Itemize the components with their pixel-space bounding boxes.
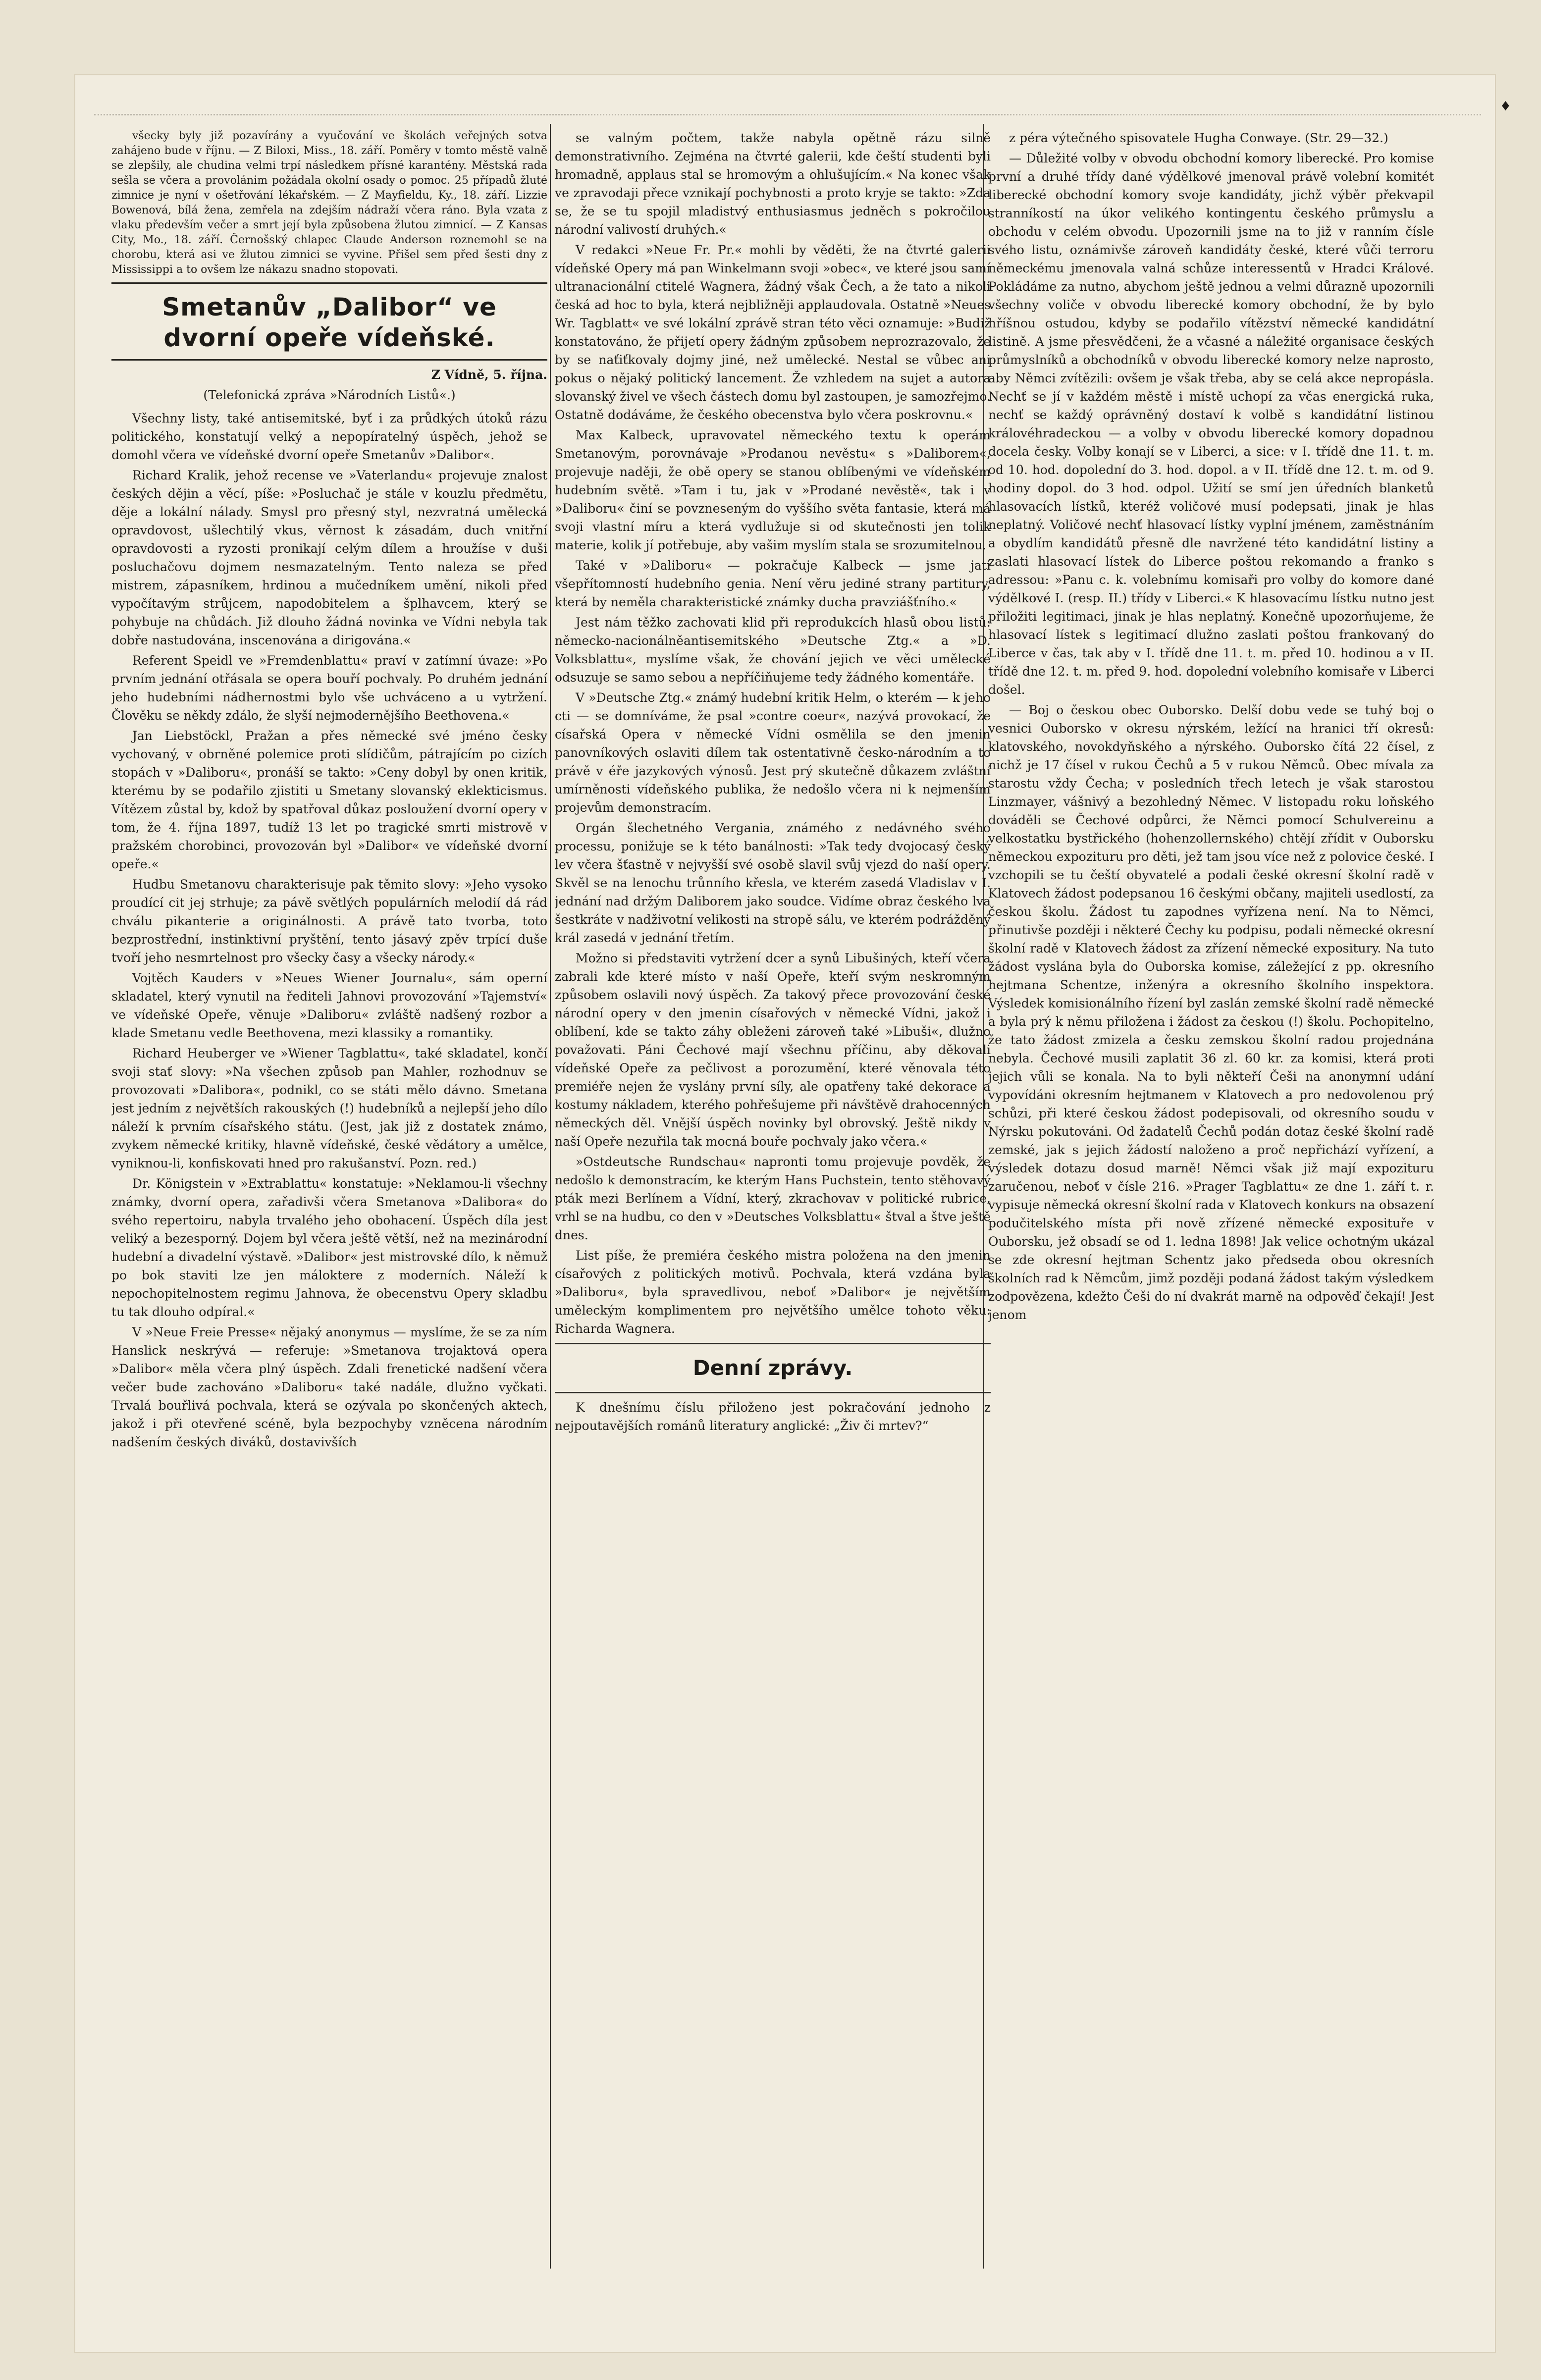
article-paragraph: Richard Kralik, jehož recense ve »Vaterlandu« projevuje znalost českých dějin a věcí, píše: »Posluchač je stále v kouzlu předmětu, děje a lokální nálady. Smysl pro přesný styl, nezvratná umělecká opravdovost, ušlechtilý vkus, věrnost k zásadám, duch vnitřní opravdovosti a ryzosti pronikají celým dílem a hroužíse v duši posluchačovu dojmem nesmazatelným. Tento naleza se před mistrem, zápasníkem, hrdinou a mučedníkem umění, nikoli před vypočítavým strůjcem, napodobitelem a šplhavcem, který se pohybuje na chůdách. Již dlouho žádná novinka ve Vídni nebyla tak dobře nastudována, inscenována a dirigována.« <box>111 468 547 647</box>
article-paragraph: — Důležité volby v obvodu obchodní komory liberecké. Pro komise první a druhé třídy dané výdělkové jmenoval právě volební komitét liberecké obchodní komory svoje kandidáty, jichž výběr překvapil stranníkostí na úkor velikého kontingentu českého průmyslu a obchodu v celém obvodu. Upozornili jsme na to již v ranním čísle svého listu, oznámivše zároveň kandidáty české, které vůči terroru německému jmenovala valná schůze interessentů v Hradci Králové. Pokládáme za nutno, abychom ještě jednou a velmi důrazně upozornili všechny voliče v obvodu liberecké komory obchodní, že by bylo hříšnou ostudou, kdyby se podařilo vítězství německé kandidátní listině. A jsme přesvědčeni, že a včasné a náležité organisace českých průmyslníků a obchodníků v obvodu liberecké komory nelze naprosto, aby Němci zvítězili: ovšem je však třeba, aby se celá akce nepropásla. Nechť se jí v každém městě i místě uchopí za včas energická ruka, nechť se každý oprávněný dostaví k volbě s kandidátní listinou královéhradeckou — a volby v obvodu liberecké komory dopadnou docela česky. Volby konají se v Liberci, a sice: v I. třídě dne 11. t. m. od 10. hod. dopolední do 3. hod. dopol. a v II. třídě dne 12. t. m. od 9. hodiny dopol. do 3 hod. odpol. Užití se smí jen úředních blanketů hlasovacích lístků, kteréž voličové musí podepsati, jinak je hlas neplatný. Voličové nechť hlasovací lístky vyplní jménem, zaměstnáním a obydlím kandidátů přesně dle navržené této kandidátní listiny a zaslati hlasovací lístek do Liberce poštou rekomando a franko s adressou: »Panu c. k. volebnímu komisaři pro volby do komore dané výdělkové I. (resp. II.) třídy v Liberci.« K hlasovacímu lístku nutno jest přiložiti legitimaci, jinak je hlas neplatný. Konečně upozorňujeme, že hlasovací lístek s legitimací dlužno zaslati poštou frankovaný do Liberce v čas, tak aby v I. třídě dne 11. t. m. před 10. hodinou a v II. třídě dne 12. t. m. před 9. hod. dopolední volebního komisaře v Liberci došel. <box>988 151 1434 697</box>
page-header-strip <box>94 94 1481 115</box>
news-fragment: všecky byly již pozavírány a vyučování ve školách veřejných sotva zahájeno bude v říjnu. — Z Biloxi, Miss., 18. září. Poměry v tomto městě valně se zlepšily, ale chudina velmi trpí následkem přísné karantény. Městská rada sešla se včera a provolánim požádala okolní osady o pomoc. 25 případů žluté zimnice je nyní v ošetřování lékařském. — Z Mayfieldu, Ky., 18. září. Lizzie Bowenová, bílá žena, zemřela na zdejším nádraží včera ráno. Byla vzata z vlaku především večer a smrt její byla způsobena žlutou zimnicí. — Z Kansas City, Mo., 18. září. Černošský chlapec Claude Anderson roznemohl se na chorobu, která asi ve žlutou zimnici se vyvine. Přišel sem před šesti dny z Mississippi a to ovšem lze nákazu snadno stopovati. <box>111 130 547 276</box>
article-paragraph: se valným počtem, takže nabyla opětně rázu silně demonstrativního. Zejména na čtvrté galerii, kde čeští studenti byli hromadně, applaus stal se hromovým a ohlušujícím.« Na konec však ve zpravodaji přece vznikají pochybnosti a proto kryje se takto: »Zda se, že se tu spojil mladistvý enthusiasmus jedněch s pokročilou národní valivostí druhých.« <box>555 131 991 237</box>
section-rule <box>555 1392 991 1393</box>
section-rule <box>111 359 547 361</box>
section-rule <box>111 282 547 284</box>
article-paragraph: — Boj o českou obec Ouborsko. Delší dobu vede se tuhý boj o vesnici Ouborsko v okresu nýrském, ležící na hranici tří okresů: klatovského, novokdyňského a nýrského. Ouborsko čítá 22 čísel, z nichž je 17 čísel v rukou Čechů a 5 v rukou Němců. Obec mívala za starostu vždy Čecha; v posledních třech letech je však starostou Linzmayer, vášnivý a bezohledný Němec. V listopadu roku loňského dováděli se Čechové odpůrci, že Němci pomocí Schulvereinu a velkostatku bystřického (hohenzollernského) chtějí zřídit v Ouborsku německou expozituru pro děti, jež tam jsou více než z polovice české. I vzchopili se tu čeští obyvatelé a podali české okresní školní radě v Klatovech žádost podepsanou 16 českými občany, majiteli usedlostí, za českou školu. Žádost tu zapodnes vyřízena není. Na to Němci, přinutivše později i některé Čechy ku podpisu, podali německé okresní školní radě v Klatovech žádost za zřízení německé expositury. Na tuto žádost vyslána byla do Ouborska komise, záležející z pp. okresního hejtmana Schentze, inženýra a okresního školního inspektora. Výsledek komisionálního řízení byl zaslán zemské školní radě německé a byla prý k němu přiložena i žádost za českou (!) školu. Pochopitelno, že tato žádost zmizela a česku zemskou školní radou projednána nebyla. Čechové musili zaplatit 36 zl. 60 kr. za komisi, která proti jejich vůli se konala. Na to byli někteří Češi na anonymní udání vypovídáni okresním hejtmanem v Klatovech a pro nedovolenou prý schůzi, při které českou žádost podepisovali, od okresního soudu v Nýrsku pokutováni. Od žadatelů Čechů podán dotaz české školní radě zemské, jak s jejich žádostí naloženo a proč nepřichází vyřízení, a výsledek dotazu dosud marně! Němci však již mají expozituru zaručenou, neboť v čísle 216. »Prager Tagblattu« ze dne 1. září t. r. vypisuje německá okresní školní rada v Klatovech konkurs na obsazení podučitelského místa při nově zřízené německé exposituře v Ouborsku, jež obsadí se od 1. ledna 1898! Jak velice ochotným ukázal se zde okresní hejtman Schentz jako předseda obou okresních školních rad k Němcům, jimž později podaná žádost takým výsledkem zodpovězena, kdežto Češi do ní dvakrát marně na odpověď čekají! Jest jenom <box>988 703 1434 1322</box>
article-source: (Telefonická zpráva »Národních Listů«.) <box>203 388 456 402</box>
article-paragraph: Hudbu Smetanovu charakterisuje pak těmito slovy: »Jeho vysoko proudící cit jej strhuje; za pávě světlých populárních melodií dá ráď chválu pikanterie a originálnosti. A právě tato tvorba, toto bezprostřední, instinktivní pryštění, tento jásavý zpěv trpící duše tvoří jeho nesmrtelnost pro všecky časy a všecky národy.« <box>111 877 547 965</box>
article-paragraph: Jest nám těžko zachovati klid při reprodukcích hlasů obou listů: německo-nacionálněantisemitského »Deutsche Ztg.« a »D. Volksblattu«, myslíme však, že chování jejich ve věci umělecké odsuzuje se samo sebou a nepříčiňujeme tedy žádného komentáře. <box>555 615 991 685</box>
article-paragraph: Také v »Daliboru« — pokračuje Kalbeck — jsme jati všepřítomností hudebního genia. Není věru jediné strany partitury, která by neměla charakteristické známky ducha pravziášťního.« <box>555 558 991 609</box>
article-paragraph: List píše, že premiéra českého mistra položena na den jmenin císařových z politických motivů. Pochvala, která vzdána byla »Daliboru«, byla spravedlivou, neboť »Dalibor« je největším uměleckým komplimentem pro největšího umělce tohoto věku: Richarda Wagnera. <box>555 1248 991 1336</box>
column-1 <box>111 129 547 2259</box>
article-headline: Smetanův „Dalibor“ ve dvorní opeře vídeňské. <box>162 293 497 352</box>
article-paragraph: Vojtěch Kauders v »Neues Wiener Journalu«, sám operní skladatel, který vynutil na řediteli Jahnovi provozování »Tajemství« ve vídeňské Opeře, věnuje »Daliboru« zvláště nadšený rozbor a klade Smetanu vedle Beethovena, mezi klassiky a romantiky. <box>111 971 547 1040</box>
article-paragraph: Jan Liebstöckl, Pražan a přes německé své jméno česky vychovaný, v obrněné polemice proti slídičům, pátrajícím po cizích stopách v »Daliboru«, pronáší se takto: »Ceny dobyl by onen kritik, kterému by se podařilo zjistiti u Smetany slovanský eklekticismus. Vítězem zůstal by, kdož by spatřoval důkaz posloužení dvorní opery v tom, že 4. října 1897, tudíž 13 let po tragické smrti mistrově v pražském chorobinci, provozován byl »Dalibor« ve vídeňské dvorní opeře.« <box>111 729 547 871</box>
article-paragraph: K dnešnímu číslu přiloženo jest pokračování jednoho z nejpoutavějších románů literatury anglické: „Živ či mrtev?“ <box>555 1400 991 1433</box>
article-paragraph: V »Neue Freie Presse« nějaký anonymus — myslíme, že se za ním Hanslick neskrývá — referuje: »Smetanova trojaktová opera »Dalibor« měla včera plný úspěch. Zdali frenetické nadšení včera večer bude zachováno »Daliboru« také nadále, dlužno vyčkati. Trvalá bouřlivá pochvala, která se ozývala po skončených aktech, jakož i při otevřené scéně, byla bezpochyby vzněcena národním nadšením českých diváků, dostavivších <box>111 1325 547 1449</box>
article-paragraph: Možno si představiti vytržení dcer a synů Libušiných, kteří včera zabrali kde které místo v naší Opeře, kteří svým neskromným způsobem oslavili nový úspěch. Za takový přece provozování české národní opery v den jmenin císařových v německé Vídni, jakož i oblíbení, kde se takto záhy obleženi zároveň také »Libuši«, dlužno považovati. Páni Čechové mají všechnu příčinu, aby děkovali vídeňské Opeře za pečlivost a porozumění, které věnovala této premiéře nejen že vyslány první síly, ale opatřeny také dekorace a kostumy nákladem, kterého pohřešujeme při návštěvě drahocenných německých děl. Vnější úspěch novinky byl obrovský. Ještě nikdy v naší Opeře nezuřila tak mocná bouře pochvaly jako včera.« <box>555 951 991 1149</box>
article-paragraph: V redakci »Neue Fr. Pr.« mohli by věděti, že na čtvrté galerii vídeňské Opery má pan Winkelmann svoji »obec«, ve které jsou samí ultranacionální ctitelé Wagnera, žádný však Čech, a že tato a nikoli česká ad hoc to byla, která nejbližněji applaudovala. Ostatně »Neues Wr. Tagblatt« ve své lokální zprávě stran této věci oznamuje: »Budiž konstatováno, že přijetí opery žádným způsobem neprozrazovalo, že by se naťiťkovaly dojmy jiné, než umělecké. Nestal se vůbec ani pokus o nějaký politický lancement. Že vzhledem na sujet a autora slovanský živel ve všech částech domu byl zastoupen, je samozřejmo. Ostatně dodáváme, že českého obecenstva bylo včera poskrovnu.« <box>555 243 991 422</box>
page-corner-mark: ♦ <box>1499 99 1511 114</box>
column-3 <box>988 129 1434 2259</box>
article-paragraph: »Ostdeutsche Rundschau« napronti tomu projevuje povděk, že nedošlo k demonstracím, ke kterým Hans Puchstein, tento stěhovavý pták mezi Berlínem a Vídní, který, zkrachovav v politické rubrice, vrhl se na hudbu, co den v »Deutsches Volksblattu« štval a štve ještě dnes. <box>555 1155 991 1242</box>
section-title: Denní zprávy. <box>692 1356 853 1380</box>
column-2 <box>555 129 991 2259</box>
article-paragraph: Richard Heuberger ve »Wiener Tagblattu«, také skladatel, končí svoji stať slovy: »Na všechen způsob pan Mahler, rozhodnuv se provozovati »Dalibora«, podnikl, co se státi mělo dávno. Smetana jest jedním z největších rakouských (!) hudebníků a nejlepší jeho dílo náleží k prvním císařského státu. (Jest, jak již z dostatek známo, zvykem německé kritiky, hlavně vídeňské, české vědátory a umělce, vyniknou-li, konfiskovati hned pro rakušanství. Pozn. red.) <box>111 1046 547 1170</box>
article-paragraph: Dr. Königstein v »Extrablattu« konstatuje: »Neklamou-li všechny známky, dvorní opera, zařadivši včera Smetanova »Dalibora« do svého repertoiru, nabyla trvalého jeho obohacení. Úspěch díla jest veliký a bezesporný. Dojem byl včera ještě větší, než na mezinárodní hudební a divadelní výstavě. »Dalibor« jest mistrovské dílo, k němuž po bok staviti lze jen máloktere z moderních. Náleží k nepochopitelnostem regimu Jahnova, že obecenstvu Opery skladbu tu tak dlouho odpíral.« <box>111 1176 547 1319</box>
article-paragraph: Všechny listy, také antisemitské, byť i za průdkých útoků rázu politického, konstatují velký a nepopíratelný úspěch, jehož se domohl včera ve vídeňské dvorní opeře Smetanův »Dalibor«. <box>111 411 547 462</box>
column-divider <box>550 124 551 2269</box>
section-rule <box>555 1343 991 1344</box>
article-paragraph: Orgán šlechetného Vergania, známého z nedávného svého processu, ponižuje se k této banálnosti: »Tak tedy dvojocasý český lev včera šťastně v nejvyšší své osobě slavil svůj vjezd do naší opery. Skvěl se na lenochu trůnního křesla, ve kterém zasedá Vladislav v I. jednání nad držým Daliborem jako soudce. Vidíme obraz českého lva šestkráte v nadživotní velikosti na stropě sálu, ve kterém podrážděný král zasedá v jednání třetím. <box>555 821 991 945</box>
article-dateline: Z Vídně, 5. října. <box>431 368 547 382</box>
article-paragraph: Referent Speidl ve »Fremdenblattu« praví v zatímní úvaze: »Po prvním jednání otřásala se opera bouří pochvaly. Po druhém jednání jeho hudebními nádhernostmi bylo vše uchváceno a u vytržení. Člověku se někdy zdálo, že slyší nejmodernějšího Beethovena.« <box>111 653 547 723</box>
article-paragraph: V »Deutsche Ztg.« známý hudební kritik Helm, o kterém — k jeho cti — se domníváme, že psal »contre coeur«, nazývá provokací, že císařská Opera v německé Vídni osmělila se den jmenin panovníkových oslaviti dílem tak ostentativně česko-národním a to právě v éře jazykových výnosů. Jest prý skutečně důkazem zvláštní umírněnosti vídeňského publika, že nedošlo včera ni k nejmenším projevům demonstracím. <box>555 690 991 815</box>
article-paragraph: z péra výtečného spisovatele Hugha Conwaye. (Str. 29—32.) <box>1009 131 1388 145</box>
article-paragraph: Max Kalbeck, upravovatel německého textu k operám Smetanovým, porovnávaje »Prodanou nevěstu« s »Daliborem«, projevuje naději, že obě opery se stanou oblíbenými ve vídeňském hudebním světě. »Tam i tu, jak v »Prodané nevěstě«, tak i v »Daliboru« činí se povzneseným do vyššího světa fantasie, která má svoji vlastní míru a která vydlužuje si od skutečnosti jen tolik materie, kolik jí potřebuje, aby vašim myslím stala se srozumitelnou. <box>555 428 991 552</box>
